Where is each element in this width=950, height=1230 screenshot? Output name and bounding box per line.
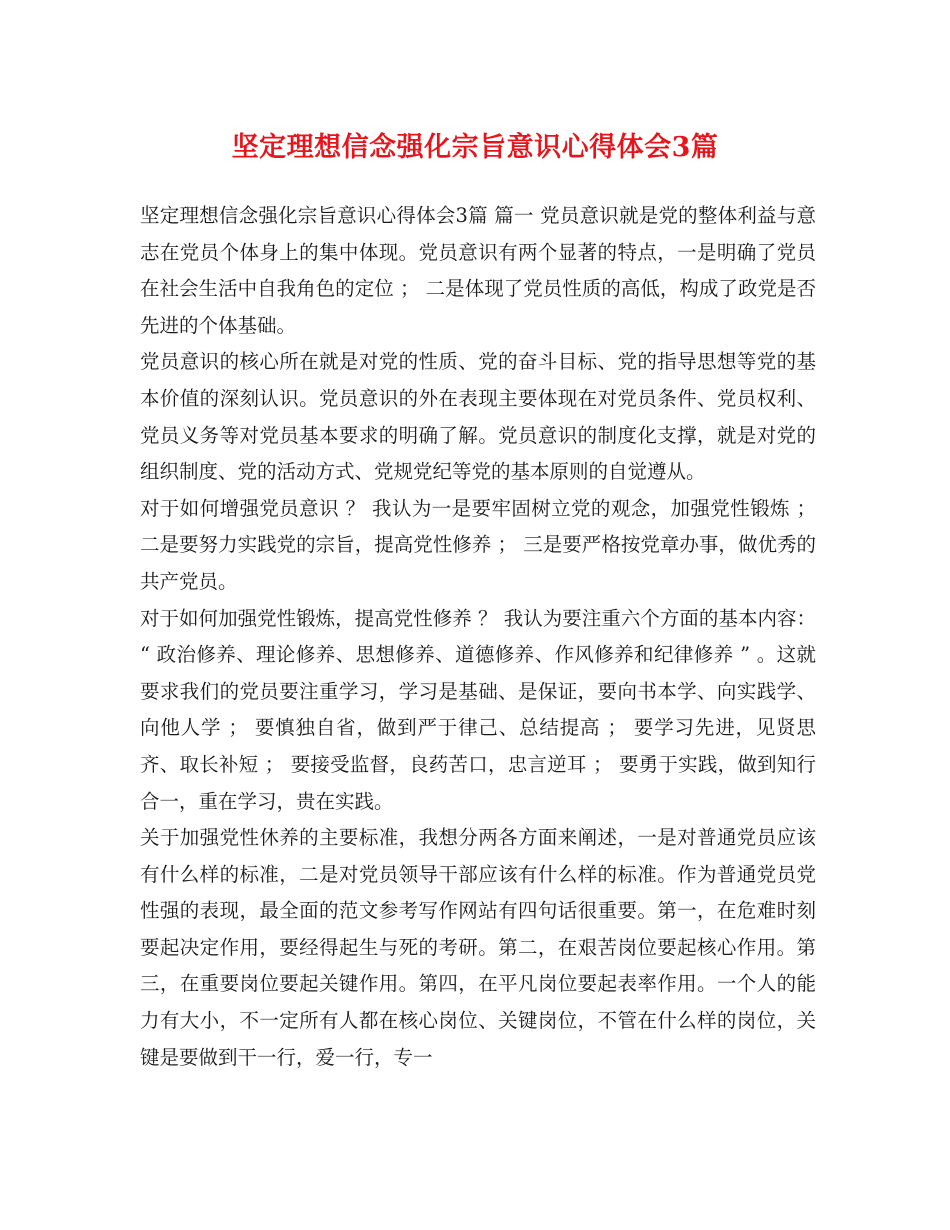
document-title: 坚定理想信念强化宗旨意识心得体会3篇 [231, 132, 719, 163]
paragraph-3: 对于如何增强党员意识 ？ 我认为一是要牢固树立党的观念，加强党性锻炼 ； 二是要努力实践党的宗旨，提高党性修养 ； 三是要严格按党章办事，做优秀的共产党员。 [140, 496, 816, 593]
paragraph-2: 党员意识的核心所在就是对党的性质、党的奋斗目标、党的指导思想等党的基本价值的深刻认识。党员意识的外在表现主要体现在对党员条件、党员权利、党员义务等对党员基本要求的明确了解。党员意识的制度化支撑，就是对党的组织制度、党的活动方式、党规党纪等党的基本原则的自觉遵从。 [140, 350, 816, 484]
paragraph-1: 坚定理想信念强化宗旨意识心得体会3篇 篇一 党员意识就是党的整体利益与意志在党员个体身上的集中体现。党员意识有两个显著的特点，一是明确了党员在社会生活中自我角色的定位 ； 二是体现了党员性质的高低，构成了政党是否先进的个体基础。 [140, 204, 816, 337]
paragraph-4: 对于如何加强党性锻炼，提高党性修养 ？ 我认为要注重六个方面的基本内容： “ 政治修养、理论修养、思想修养、道德修养、作风修养和纪律修养 ” 。这就要求我们的党员要注重学习，学习是基础、是保证，要向书本学、向实践学、向他人学 ； 要慎独自省，做到严于律己、总结提高 ； 要学习先进，见贤思齐、取长补短 ； 要接受监督，良药苦口，忠言逆耳 ； 要勇于实践，做到知行合一，重在学习，贵在实践。 [140, 606, 816, 813]
paragraph-5: 关于加强党性休养的主要标准，我想分两各方面来阐述，一是对普通党员应该有什么样的标准，二是对党员领导干部应该有什么样的标准。作为普通党员党性强的表现，最全面的范文参考写作网站有四句话很重要。第一，在危难时刻要起决定作用，要经得起生与死的考研。第二，在艰苦岗位要起核心作用。第三，在重要岗位要起关键作用。第四，在平凡岗位要起表率作用。一个人的能力有大小，不一定所有人都在核心岗位、关键岗位，不管在什么样的岗位，关键是要做到干一行，爱一行，专一 [140, 826, 816, 1069]
document-body [140, 198, 816, 1076]
